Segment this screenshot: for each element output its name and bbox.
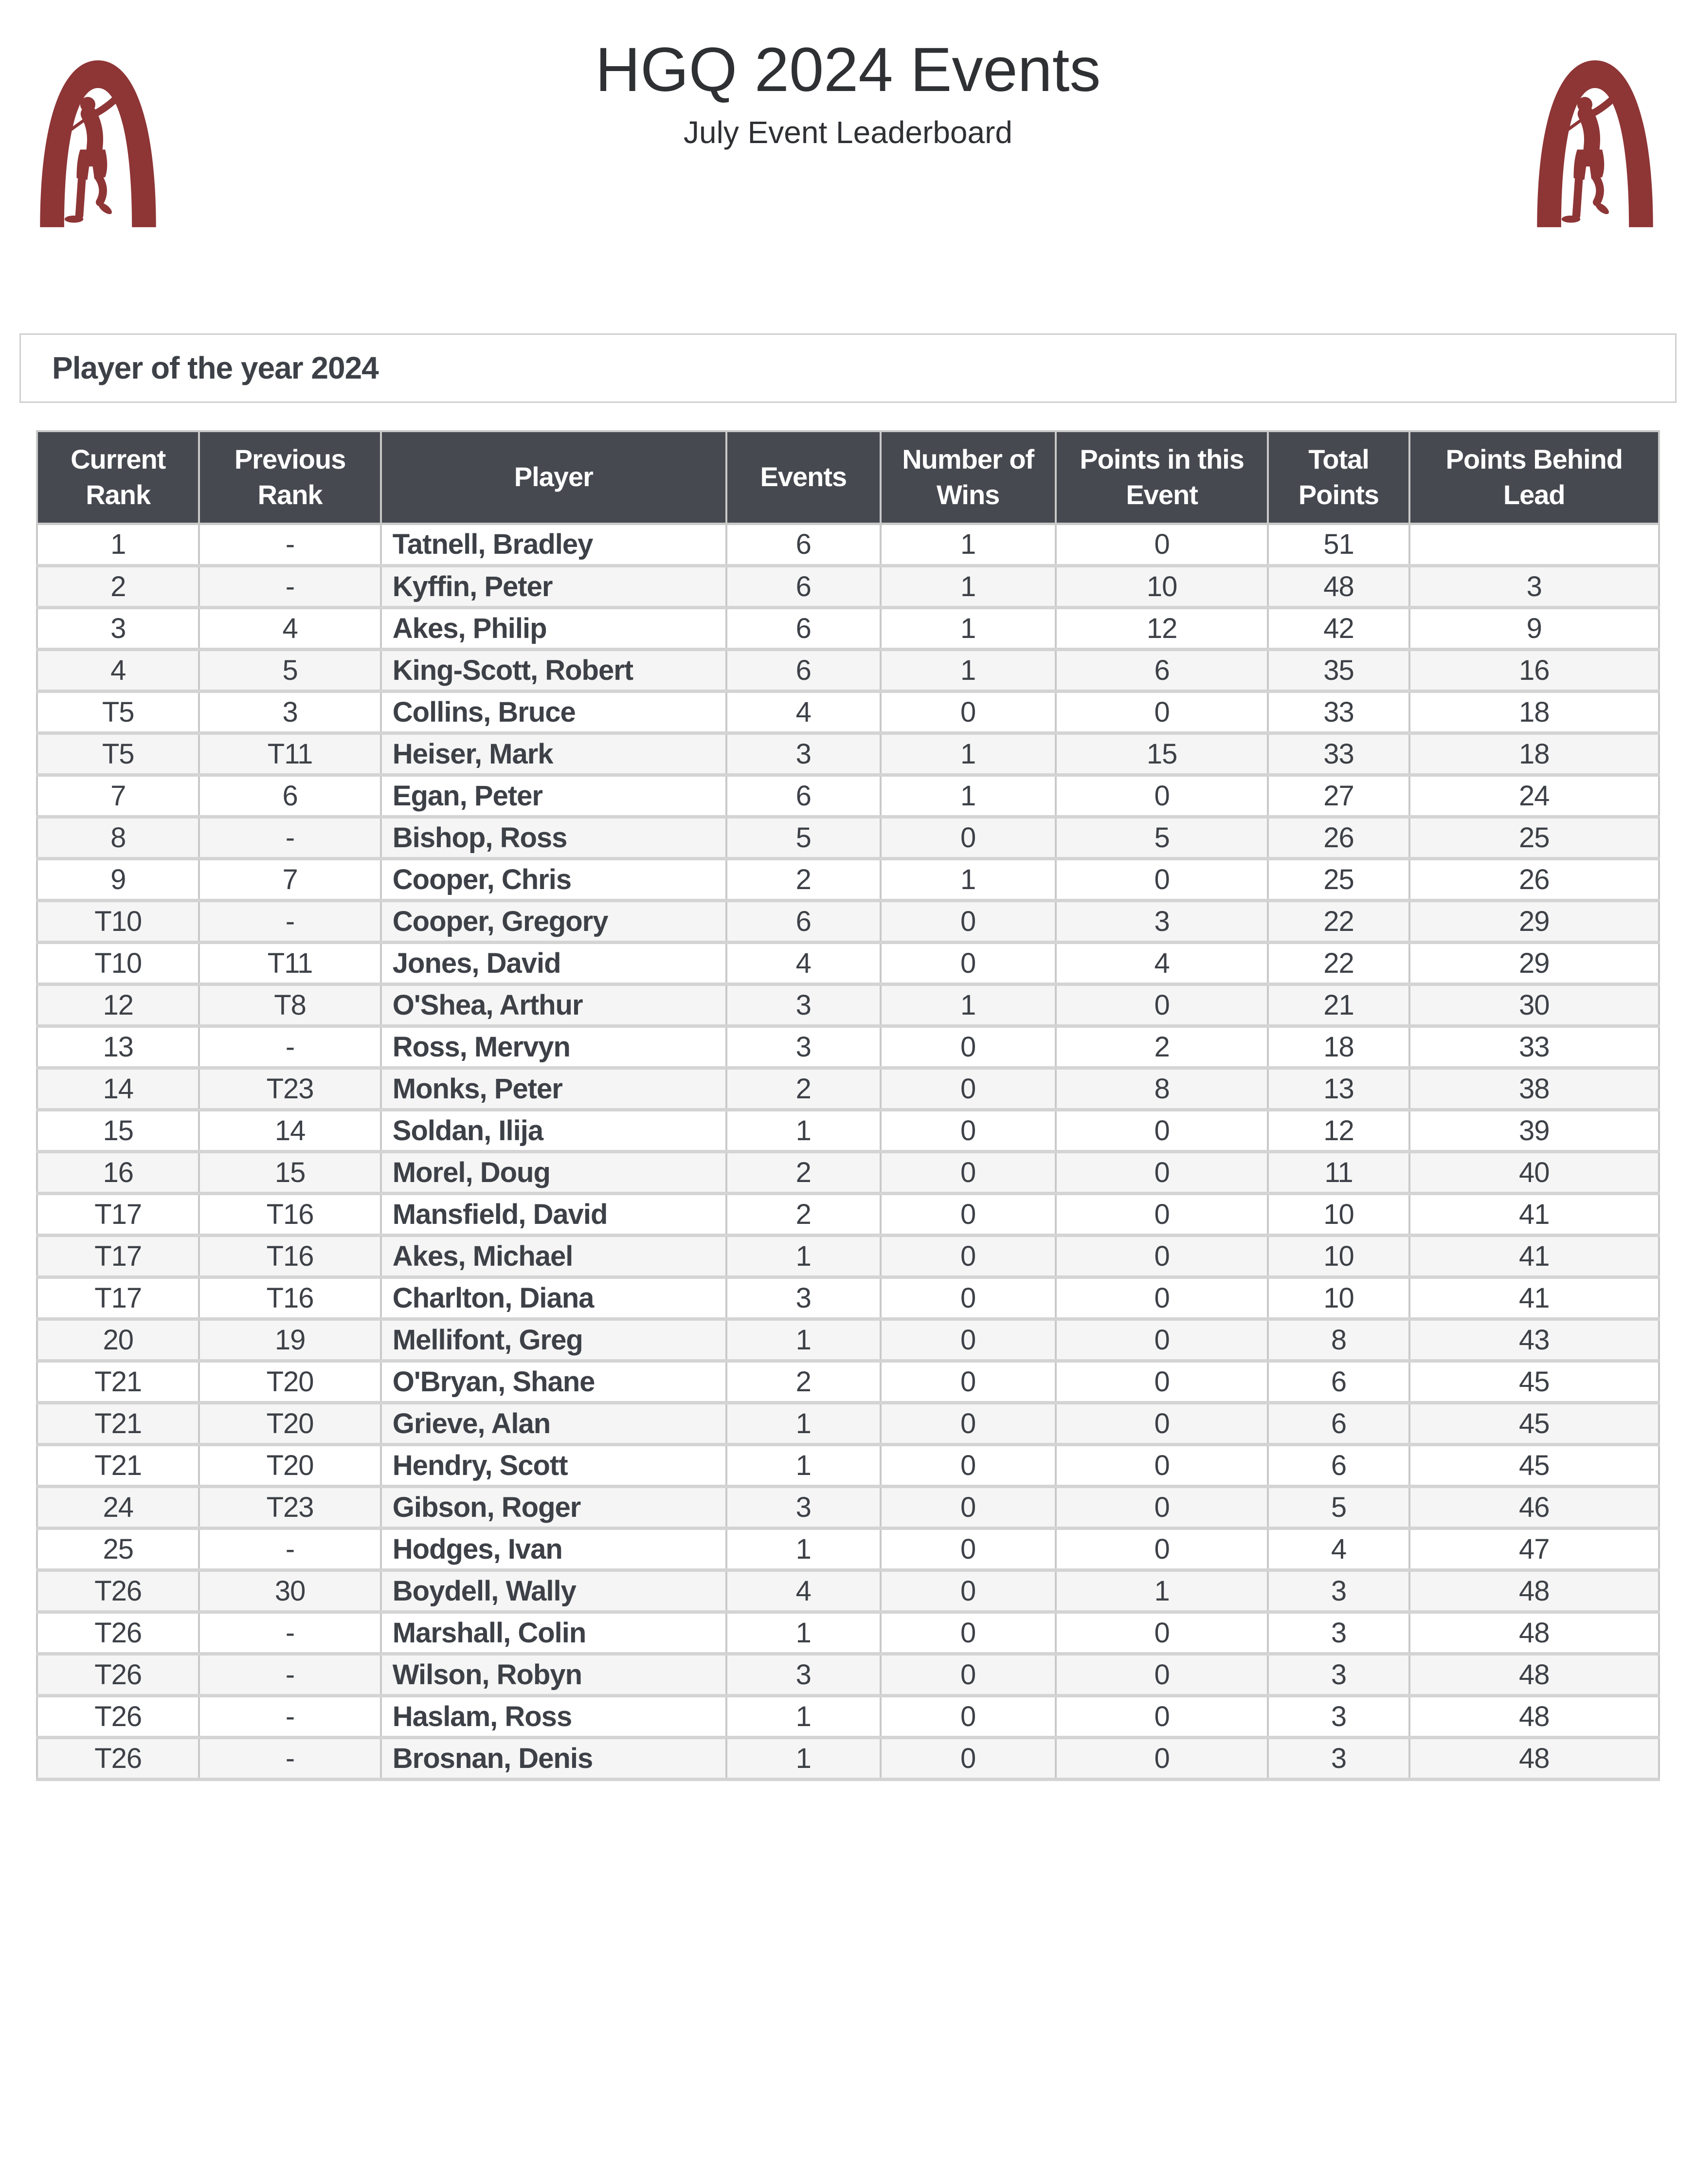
cell-events: 3: [726, 733, 881, 775]
cell-points-behind-lead: 41: [1409, 1235, 1659, 1277]
cell-player: Mellifont, Greg: [381, 1319, 726, 1361]
cell-events: 3: [726, 1654, 881, 1695]
table-row: [37, 1695, 1659, 1737]
cell-total-points: 6: [1268, 1444, 1409, 1486]
cell-points-behind-lead: 25: [1409, 817, 1659, 858]
cell-number-of-wins: 0: [881, 1654, 1056, 1695]
cell-points-behind-lead: 3: [1409, 565, 1659, 607]
cell-points-this-event: 0: [1056, 1612, 1268, 1654]
cell-number-of-wins: 0: [881, 1737, 1056, 1779]
cell-current-rank: 15: [37, 1110, 199, 1151]
cell-total-points: 8: [1268, 1319, 1409, 1361]
cell-current-rank: 2: [37, 565, 199, 607]
cell-player: Haslam, Ross: [381, 1695, 726, 1737]
cell-previous-rank: 15: [199, 1151, 380, 1193]
leaderboard-body: [37, 524, 1659, 1779]
cell-number-of-wins: 0: [881, 1193, 1056, 1235]
cell-number-of-wins: 0: [881, 1277, 1056, 1319]
cell-previous-rank: -: [199, 1654, 380, 1695]
table-row: [37, 942, 1659, 984]
leaderboard-table: [36, 430, 1660, 1781]
cell-previous-rank: -: [199, 524, 380, 565]
cell-current-rank: T21: [37, 1402, 199, 1444]
cell-total-points: 6: [1268, 1402, 1409, 1444]
table-row: [37, 524, 1659, 565]
cell-current-rank: T17: [37, 1235, 199, 1277]
cell-points-this-event: 0: [1056, 858, 1268, 900]
cell-total-points: 13: [1268, 1068, 1409, 1110]
cell-total-points: 18: [1268, 1026, 1409, 1068]
cell-number-of-wins: 0: [881, 1235, 1056, 1277]
cell-points-behind-lead: 18: [1409, 691, 1659, 733]
cell-current-rank: T26: [37, 1570, 199, 1612]
table-row: [37, 1193, 1659, 1235]
cell-points-this-event: 3: [1056, 900, 1268, 942]
cell-previous-rank: -: [199, 565, 380, 607]
table-row: [37, 1361, 1659, 1402]
cell-player: O'Bryan, Shane: [381, 1361, 726, 1402]
cell-current-rank: T26: [37, 1737, 199, 1779]
col-header-previous-rank: Previous Rank: [199, 431, 380, 524]
cell-current-rank: 24: [37, 1486, 199, 1528]
table-row: [37, 900, 1659, 942]
cell-number-of-wins: 1: [881, 607, 1056, 649]
table-row: [37, 1110, 1659, 1151]
cell-current-rank: T26: [37, 1695, 199, 1737]
table-row: [37, 1737, 1659, 1779]
cell-number-of-wins: 0: [881, 1026, 1056, 1068]
cell-number-of-wins: 0: [881, 900, 1056, 942]
cell-player: Gibson, Roger: [381, 1486, 726, 1528]
cell-events: 4: [726, 942, 881, 984]
cell-number-of-wins: 1: [881, 733, 1056, 775]
cell-points-this-event: 0: [1056, 1528, 1268, 1570]
cell-current-rank: 8: [37, 817, 199, 858]
cell-points-this-event: 6: [1056, 649, 1268, 691]
cell-total-points: 51: [1268, 524, 1409, 565]
cell-current-rank: 20: [37, 1319, 199, 1361]
cell-previous-rank: T23: [199, 1068, 380, 1110]
cell-number-of-wins: 1: [881, 775, 1056, 817]
cell-events: 2: [726, 1068, 881, 1110]
cell-player: Bishop, Ross: [381, 817, 726, 858]
table-row: [37, 1612, 1659, 1654]
cell-player: Boydell, Wally: [381, 1570, 726, 1612]
cell-player: Mansfield, David: [381, 1193, 726, 1235]
cell-points-behind-lead: 45: [1409, 1402, 1659, 1444]
cell-previous-rank: -: [199, 1612, 380, 1654]
table-row: [37, 984, 1659, 1026]
cell-points-this-event: 2: [1056, 1026, 1268, 1068]
cell-player: Collins, Bruce: [381, 691, 726, 733]
cell-points-this-event: 4: [1056, 942, 1268, 984]
cell-previous-rank: T11: [199, 942, 380, 984]
table-row: [37, 1570, 1659, 1612]
table-row: [37, 733, 1659, 775]
cell-points-behind-lead: 16: [1409, 649, 1659, 691]
cell-previous-rank: -: [199, 1528, 380, 1570]
cell-total-points: 22: [1268, 900, 1409, 942]
page-subtitle: July Event Leaderboard: [684, 115, 1012, 150]
cell-previous-rank: 6: [199, 775, 380, 817]
table-row: [37, 565, 1659, 607]
cell-total-points: 10: [1268, 1193, 1409, 1235]
cell-total-points: 5: [1268, 1486, 1409, 1528]
golfer-arch-icon: [31, 49, 165, 227]
cell-events: 2: [726, 1361, 881, 1402]
golfer-arch-logo-right: [1528, 49, 1662, 227]
cell-current-rank: T10: [37, 942, 199, 984]
cell-number-of-wins: 0: [881, 1444, 1056, 1486]
cell-points-this-event: 0: [1056, 1361, 1268, 1402]
cell-points-behind-lead: 47: [1409, 1528, 1659, 1570]
col-header-total-points: Total Points: [1268, 431, 1409, 524]
cell-points-this-event: 5: [1056, 817, 1268, 858]
cell-previous-rank: T16: [199, 1193, 380, 1235]
cell-total-points: 48: [1268, 565, 1409, 607]
cell-previous-rank: -: [199, 1026, 380, 1068]
cell-previous-rank: T20: [199, 1361, 380, 1402]
cell-events: 3: [726, 1026, 881, 1068]
cell-previous-rank: T11: [199, 733, 380, 775]
cell-number-of-wins: 0: [881, 1612, 1056, 1654]
table-row: [37, 1528, 1659, 1570]
cell-total-points: 11: [1268, 1151, 1409, 1193]
cell-player: Morel, Doug: [381, 1151, 726, 1193]
cell-points-this-event: 0: [1056, 1319, 1268, 1361]
cell-points-this-event: 15: [1056, 733, 1268, 775]
cell-points-this-event: 0: [1056, 1235, 1268, 1277]
table-row: [37, 1026, 1659, 1068]
page-title: HGQ 2024 Events: [595, 35, 1101, 105]
cell-player: Wilson, Robyn: [381, 1654, 726, 1695]
cell-events: 1: [726, 1235, 881, 1277]
table-row: [37, 607, 1659, 649]
cell-number-of-wins: 0: [881, 691, 1056, 733]
header-row: [37, 431, 1659, 524]
table-row: [37, 1654, 1659, 1695]
cell-previous-rank: -: [199, 817, 380, 858]
cell-current-rank: T10: [37, 900, 199, 942]
cell-points-behind-lead: 45: [1409, 1361, 1659, 1402]
cell-events: 6: [726, 607, 881, 649]
cell-points-behind-lead: 30: [1409, 984, 1659, 1026]
table-row: [37, 1402, 1659, 1444]
table-row: [37, 691, 1659, 733]
cell-current-rank: 9: [37, 858, 199, 900]
cell-total-points: 4: [1268, 1528, 1409, 1570]
cell-current-rank: 3: [37, 607, 199, 649]
cell-player: Charlton, Diana: [381, 1277, 726, 1319]
cell-points-behind-lead: 29: [1409, 942, 1659, 984]
cell-number-of-wins: 0: [881, 1528, 1056, 1570]
cell-number-of-wins: 0: [881, 942, 1056, 984]
cell-current-rank: T26: [37, 1654, 199, 1695]
cell-events: 2: [726, 1151, 881, 1193]
cell-player: Tatnell, Bradley: [381, 524, 726, 565]
col-header-points-this-event: Points in this Event: [1056, 431, 1268, 524]
cell-points-behind-lead: 48: [1409, 1737, 1659, 1779]
cell-current-rank: 7: [37, 775, 199, 817]
cell-current-rank: 4: [37, 649, 199, 691]
cell-points-this-event: 0: [1056, 1444, 1268, 1486]
cell-previous-rank: 30: [199, 1570, 380, 1612]
cell-total-points: 3: [1268, 1737, 1409, 1779]
cell-points-behind-lead: 18: [1409, 733, 1659, 775]
cell-events: 1: [726, 1612, 881, 1654]
cell-total-points: 26: [1268, 817, 1409, 858]
cell-previous-rank: T8: [199, 984, 380, 1026]
cell-current-rank: T26: [37, 1612, 199, 1654]
cell-player: Hendry, Scott: [381, 1444, 726, 1486]
cell-events: 1: [726, 1402, 881, 1444]
cell-events: 1: [726, 1695, 881, 1737]
cell-events: 2: [726, 1193, 881, 1235]
cell-total-points: 3: [1268, 1695, 1409, 1737]
table-row: [37, 817, 1659, 858]
cell-current-rank: 13: [37, 1026, 199, 1068]
cell-points-this-event: 0: [1056, 1151, 1268, 1193]
cell-events: 1: [726, 1319, 881, 1361]
table-row: [37, 858, 1659, 900]
cell-points-this-event: 0: [1056, 1654, 1268, 1695]
cell-points-this-event: 0: [1056, 1695, 1268, 1737]
cell-points-this-event: 8: [1056, 1068, 1268, 1110]
cell-current-rank: 14: [37, 1068, 199, 1110]
cell-player: Marshall, Colin: [381, 1612, 726, 1654]
cell-points-behind-lead: 48: [1409, 1570, 1659, 1612]
cell-player: Cooper, Chris: [381, 858, 726, 900]
cell-current-rank: 12: [37, 984, 199, 1026]
cell-number-of-wins: 1: [881, 984, 1056, 1026]
cell-player: Jones, David: [381, 942, 726, 984]
page-header: [0, 0, 1696, 150]
cell-points-this-event: 0: [1056, 1737, 1268, 1779]
cell-player: Brosnan, Denis: [381, 1737, 726, 1779]
section-heading: Player of the year 2024: [52, 350, 379, 386]
cell-player: King-Scott, Robert: [381, 649, 726, 691]
cell-points-this-event: 1: [1056, 1570, 1268, 1612]
golfer-arch-icon: [1528, 49, 1662, 227]
col-header-points-behind-lead: Points Behind Lead: [1409, 431, 1659, 524]
leaderboard-table-container: [36, 430, 1660, 1781]
cell-points-behind-lead: [1409, 524, 1659, 565]
cell-points-behind-lead: 29: [1409, 900, 1659, 942]
cell-total-points: 3: [1268, 1570, 1409, 1612]
cell-previous-rank: 4: [199, 607, 380, 649]
cell-events: 4: [726, 1570, 881, 1612]
cell-previous-rank: 14: [199, 1110, 380, 1151]
cell-total-points: 10: [1268, 1277, 1409, 1319]
table-row: [37, 1151, 1659, 1193]
cell-points-behind-lead: 45: [1409, 1444, 1659, 1486]
cell-player: Hodges, Ivan: [381, 1528, 726, 1570]
cell-events: 1: [726, 1528, 881, 1570]
table-row: [37, 1277, 1659, 1319]
cell-total-points: 25: [1268, 858, 1409, 900]
cell-player: Egan, Peter: [381, 775, 726, 817]
cell-previous-rank: T16: [199, 1235, 380, 1277]
cell-events: 4: [726, 691, 881, 733]
cell-points-behind-lead: 41: [1409, 1193, 1659, 1235]
cell-points-this-event: 0: [1056, 1277, 1268, 1319]
cell-events: 1: [726, 1110, 881, 1151]
cell-previous-rank: 5: [199, 649, 380, 691]
cell-points-behind-lead: 48: [1409, 1695, 1659, 1737]
col-header-current-rank: Current Rank: [37, 431, 199, 524]
cell-points-this-event: 0: [1056, 1193, 1268, 1235]
cell-points-behind-lead: 39: [1409, 1110, 1659, 1151]
cell-current-rank: T17: [37, 1193, 199, 1235]
cell-player: Akes, Philip: [381, 607, 726, 649]
cell-points-behind-lead: 33: [1409, 1026, 1659, 1068]
cell-points-behind-lead: 40: [1409, 1151, 1659, 1193]
cell-points-this-event: 0: [1056, 1486, 1268, 1528]
cell-points-behind-lead: 41: [1409, 1277, 1659, 1319]
cell-number-of-wins: 0: [881, 1695, 1056, 1737]
table-row: [37, 775, 1659, 817]
cell-total-points: 35: [1268, 649, 1409, 691]
cell-points-this-event: 12: [1056, 607, 1268, 649]
cell-events: 5: [726, 817, 881, 858]
cell-number-of-wins: 0: [881, 817, 1056, 858]
cell-total-points: 6: [1268, 1361, 1409, 1402]
cell-number-of-wins: 0: [881, 1361, 1056, 1402]
cell-total-points: 10: [1268, 1235, 1409, 1277]
cell-points-this-event: 0: [1056, 984, 1268, 1026]
cell-number-of-wins: 0: [881, 1319, 1056, 1361]
cell-events: 6: [726, 775, 881, 817]
table-row: [37, 1444, 1659, 1486]
col-header-number-of-wins: Number of Wins: [881, 431, 1056, 524]
cell-events: 2: [726, 858, 881, 900]
cell-total-points: 21: [1268, 984, 1409, 1026]
cell-player: Ross, Mervyn: [381, 1026, 726, 1068]
cell-total-points: 3: [1268, 1612, 1409, 1654]
cell-points-behind-lead: 48: [1409, 1612, 1659, 1654]
cell-points-this-event: 0: [1056, 775, 1268, 817]
cell-previous-rank: T20: [199, 1444, 380, 1486]
cell-total-points: 33: [1268, 733, 1409, 775]
cell-number-of-wins: 0: [881, 1110, 1056, 1151]
cell-current-rank: T5: [37, 733, 199, 775]
cell-total-points: 22: [1268, 942, 1409, 984]
cell-number-of-wins: 1: [881, 565, 1056, 607]
cell-total-points: 42: [1268, 607, 1409, 649]
cell-number-of-wins: 0: [881, 1068, 1056, 1110]
cell-points-this-event: 0: [1056, 524, 1268, 565]
table-row: [37, 1486, 1659, 1528]
col-header-events: Events: [726, 431, 881, 524]
cell-current-rank: T21: [37, 1444, 199, 1486]
cell-events: 3: [726, 984, 881, 1026]
cell-points-behind-lead: 43: [1409, 1319, 1659, 1361]
cell-points-this-event: 10: [1056, 565, 1268, 607]
cell-points-behind-lead: 46: [1409, 1486, 1659, 1528]
cell-current-rank: 25: [37, 1528, 199, 1570]
cell-number-of-wins: 0: [881, 1486, 1056, 1528]
cell-player: Akes, Michael: [381, 1235, 726, 1277]
cell-points-behind-lead: 26: [1409, 858, 1659, 900]
cell-number-of-wins: 0: [881, 1402, 1056, 1444]
cell-events: 6: [726, 565, 881, 607]
cell-current-rank: T17: [37, 1277, 199, 1319]
cell-current-rank: 1: [37, 524, 199, 565]
cell-player: Grieve, Alan: [381, 1402, 726, 1444]
cell-player: Heiser, Mark: [381, 733, 726, 775]
table-row: [37, 1319, 1659, 1361]
cell-previous-rank: 3: [199, 691, 380, 733]
cell-player: O'Shea, Arthur: [381, 984, 726, 1026]
cell-player: Monks, Peter: [381, 1068, 726, 1110]
leaderboard-header: [37, 431, 1659, 524]
cell-player: Soldan, Ilija: [381, 1110, 726, 1151]
cell-previous-rank: 19: [199, 1319, 380, 1361]
section-heading-box: [19, 333, 1677, 403]
cell-points-this-event: 0: [1056, 1402, 1268, 1444]
cell-total-points: 3: [1268, 1654, 1409, 1695]
cell-number-of-wins: 0: [881, 1570, 1056, 1612]
cell-previous-rank: -: [199, 1695, 380, 1737]
cell-events: 3: [726, 1486, 881, 1528]
cell-previous-rank: -: [199, 900, 380, 942]
cell-points-behind-lead: 9: [1409, 607, 1659, 649]
cell-events: 6: [726, 649, 881, 691]
cell-previous-rank: T20: [199, 1402, 380, 1444]
cell-current-rank: 16: [37, 1151, 199, 1193]
cell-points-behind-lead: 24: [1409, 775, 1659, 817]
cell-current-rank: T21: [37, 1361, 199, 1402]
cell-points-this-event: 0: [1056, 691, 1268, 733]
cell-events: 1: [726, 1444, 881, 1486]
cell-previous-rank: T16: [199, 1277, 380, 1319]
cell-number-of-wins: 0: [881, 1151, 1056, 1193]
cell-events: 6: [726, 900, 881, 942]
cell-number-of-wins: 1: [881, 649, 1056, 691]
cell-number-of-wins: 1: [881, 858, 1056, 900]
cell-player: Kyffin, Peter: [381, 565, 726, 607]
cell-events: 3: [726, 1277, 881, 1319]
golfer-arch-logo-left: [31, 49, 165, 227]
cell-total-points: 33: [1268, 691, 1409, 733]
cell-points-behind-lead: 48: [1409, 1654, 1659, 1695]
table-row: [37, 649, 1659, 691]
table-row: [37, 1068, 1659, 1110]
cell-current-rank: T5: [37, 691, 199, 733]
cell-player: Cooper, Gregory: [381, 900, 726, 942]
cell-previous-rank: 7: [199, 858, 380, 900]
cell-number-of-wins: 1: [881, 524, 1056, 565]
cell-events: 1: [726, 1737, 881, 1779]
cell-total-points: 27: [1268, 775, 1409, 817]
cell-points-this-event: 0: [1056, 1110, 1268, 1151]
cell-previous-rank: -: [199, 1737, 380, 1779]
cell-events: 6: [726, 524, 881, 565]
col-header-player: Player: [381, 431, 726, 524]
cell-total-points: 12: [1268, 1110, 1409, 1151]
cell-points-behind-lead: 38: [1409, 1068, 1659, 1110]
cell-previous-rank: T23: [199, 1486, 380, 1528]
table-row: [37, 1235, 1659, 1277]
